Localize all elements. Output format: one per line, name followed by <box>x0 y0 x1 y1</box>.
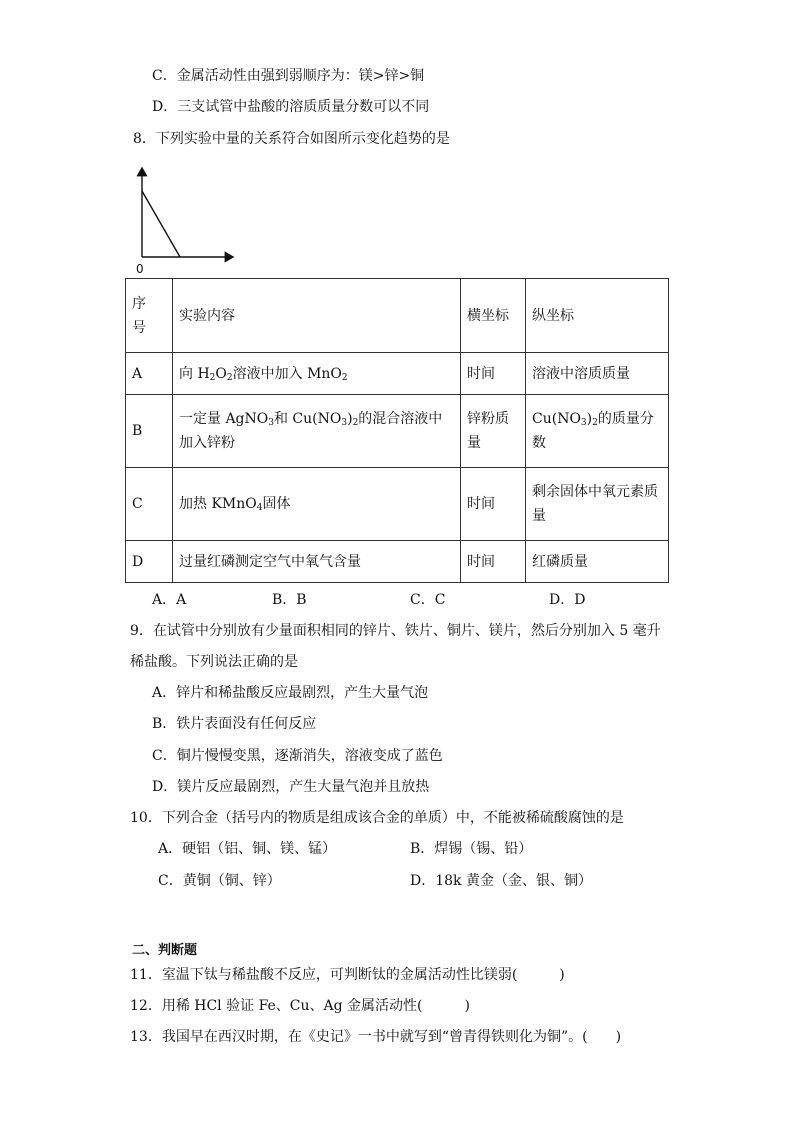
row-x: 锌粉质量 <box>461 395 526 468</box>
row-content: 过量红磷测定空气中氧气含量 <box>173 541 461 583</box>
q9-stem-line1: 9．在试管中分别放有少量面积相同的锌片、铁片、铜片、镁片，然后分别加入 5 毫升 <box>130 623 661 639</box>
graph-trend-line <box>142 191 180 257</box>
q8-choice-c: C．C <box>410 592 446 608</box>
row-content: 一定量 AgNO$_3$和 $Cu(NO_3)_2$的混合溶液中加入锌粉 <box>173 395 461 468</box>
q9-option-c: C．铜片慢慢变黑，逐渐消失，溶液变成了蓝色 <box>152 748 443 764</box>
header-y-axis: 纵坐标 <box>526 279 669 353</box>
q7-option-d: D．三支试管中盐酸的溶质质量分数可以不同 <box>152 99 430 115</box>
q9-option-d: D．镁片反应最剧烈，产生大量气泡并且放热 <box>152 779 430 795</box>
table-row <box>126 353 669 395</box>
section-heading-judgement: 二、判断题 <box>132 943 198 958</box>
row-id: C <box>126 468 173 541</box>
row-id: B <box>126 395 173 468</box>
row-content: 加热 KMnO$_4$固体 <box>173 468 461 541</box>
q10-option-a: A．硬铝（铝、铜、镁、锰） <box>158 841 337 857</box>
q10-option-d: D．18k 黄金（金、银、铜） <box>410 873 592 889</box>
header-index <box>126 279 173 353</box>
row-x: 时间 <box>461 353 526 395</box>
q10-stem: 10．下列合金（括号内的物质是组成该合金的单质）中，不能被稀硫酸腐蚀的是 <box>130 810 624 826</box>
q10-option-c: C．黄铜（铜、锌） <box>158 873 281 889</box>
judge-item-12: 12．用稀 HCl 验证 Fe、Cu、Ag 金属活动性( ) <box>130 998 470 1014</box>
header-index-text: 序号 <box>132 295 146 336</box>
table-row <box>126 468 669 541</box>
q8-choice-a: A．A <box>152 592 187 608</box>
q8-stem: 8．下列实验中量的关系符合如图所示变化趋势的是 <box>133 131 450 147</box>
q8-choice-d: D．D <box>549 592 586 608</box>
q8-choice-b: B．B <box>272 592 307 608</box>
row-y: 红磷质量 <box>526 541 669 583</box>
row-id: D <box>126 541 173 583</box>
header-content: 实验内容 <box>173 279 461 353</box>
row-y: 溶液中溶质质量 <box>526 353 669 395</box>
q9-stem-line2: 稀盐酸。下列说法正确的是 <box>130 654 298 670</box>
row-content: 向 $H_2O_2$溶液中加入 MnO$_2$ <box>173 353 461 395</box>
table-row <box>126 541 669 583</box>
judge-item-11: 11．室温下钛与稀盐酸不反应，可判断钛的金属活动性比镁弱( ) <box>130 967 565 983</box>
judge-item-13: 13．我国早在西汉时期，在《史记》一书中就写到“曾青得铁则化为铜”。( ) <box>130 1029 622 1045</box>
q10-option-b: B．焊锡（锡、铅） <box>410 841 533 857</box>
header-x-axis: 横坐标 <box>461 279 526 353</box>
row-y: 剩余固体中氧元素质量 <box>526 468 669 541</box>
q8-table <box>125 278 669 583</box>
q9-option-a: A．锌片和稀盐酸反应最剧烈，产生大量气泡 <box>152 685 429 701</box>
graph-origin-label: 0 <box>136 262 144 276</box>
row-id: A <box>126 353 173 395</box>
row-x: 时间 <box>461 468 526 541</box>
row-x: 时间 <box>461 541 526 583</box>
q9-option-b: B．铁片表面没有任何反应 <box>152 716 317 732</box>
row-y: $Cu(NO_3)_2$的质量分数 <box>526 395 669 468</box>
table-header-row <box>126 279 669 353</box>
q7-option-c: C．金属活动性由强到弱顺序为：镁>锌>铜 <box>152 68 425 84</box>
table-row <box>126 395 669 468</box>
